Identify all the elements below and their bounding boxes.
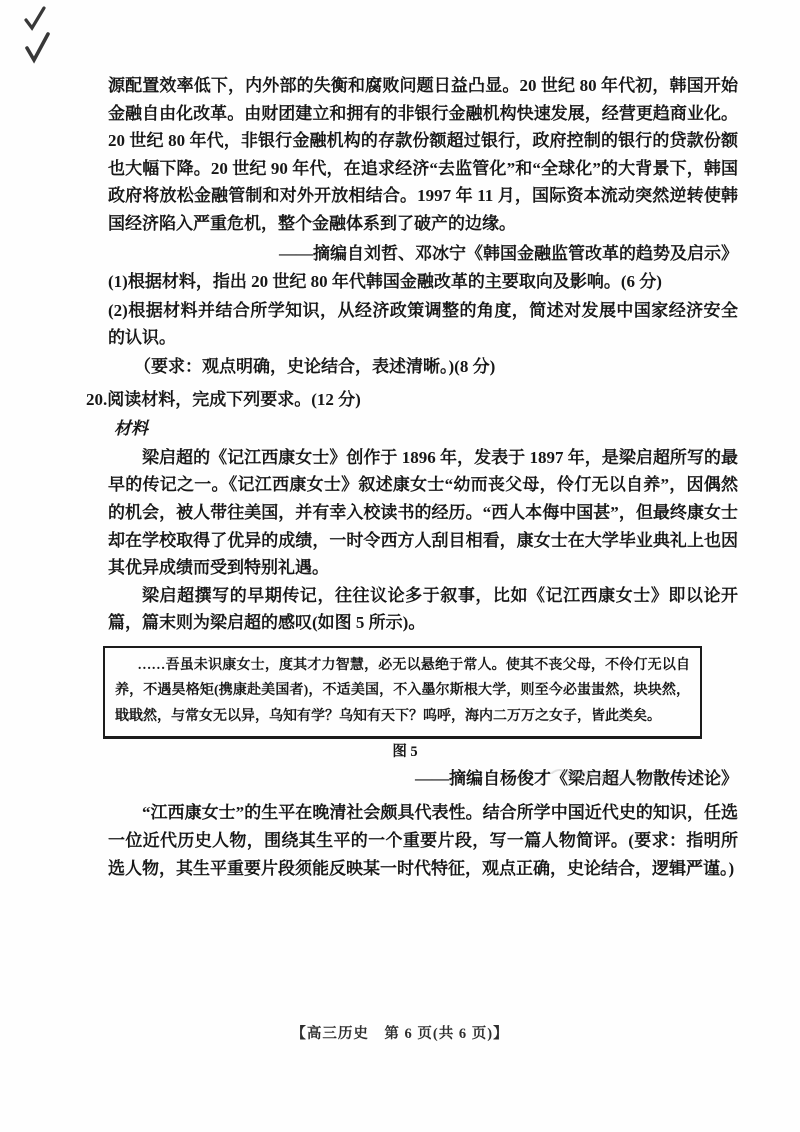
q19-source-attribution: ——摘编自刘哲、邓冰宁《韩国金融监管改革的趋势及启示》 [279, 243, 738, 263]
q19-material-continued: 源配置效率低下，内外部的失衡和腐败问题日益凸显。20 世纪 80 年代初，韩国开始金融自由化改革。由财团建立和拥有的非银行金融机构快速发展，经营更趋商业化。20 世纪 80 年代，非银行金融机构的存款份额超过银行，政府控制的银行的贷款份额也大幅下降。20 世纪 90 年代，在追求经济“去监管化”和“全球化”的大背景下，韩国政府将放松金融管制和对外开放相结合。1997 年 11 月，国际资本流动突然逆转使韩国经济陷入严重危机，整个金融体系到了破产的边缘。 [108, 76, 738, 233]
figure-5-quote-box [103, 646, 702, 740]
page-footer: 【高三历史 第 6 页(共 6 页)】 [291, 1026, 509, 1042]
q20-stem: 20.阅读材料，完成下列要求。(12 分) [86, 389, 361, 409]
page-content [86, 72, 738, 882]
scan-pen-marks [20, 4, 60, 68]
scan-smudge-artifact [548, 763, 658, 787]
q20-material-para1: 梁启超的《记江西康女士》创作于 1896 年，发表于 1897 年，是梁启超所写的最早的传记之一。《记江西康女士》叙述康女士“幼而丧父母，伶仃无以自养”，因偶然的机会，被人带往美国，并有幸入校读书的经历。“西人本侮中国甚”，但最终康女士却在学校取得了优异的成绩，一时令西方人刮目相看，康女士在大学毕业典礼上也因其优异成绩而受到特别礼遇。 [108, 447, 738, 578]
figure-5-text: ……吾虽未识康女士，度其才力智慧，必无以悬绝于常人。使其不丧父母，不伶仃无以自养，不遇昊格矩(携康赴美国者)，不适美国，不入墨尔斯根大学，则至今必蚩蚩然，块块然，戢戢然，与常女无以异，乌知有学？乌知有天下？呜呼，海内二万万之女子，皆此类矣。 [115, 657, 690, 724]
q20-material-label: 材料 [114, 419, 148, 439]
q20-source-attribution: ——摘编自杨俊才《梁启超人物散传述论》 [415, 769, 738, 789]
q20-material-para2: 梁启超撰写的早期传记，往往议论多于叙事，比如《记江西康女士》即以论开篇，篇末则为梁启超的感叹(如图 5 所示)。 [108, 585, 738, 633]
q19-part1: (1)根据材料，指出 20 世纪 80 年代韩国金融改革的主要取向及影响。(6 分) [108, 272, 662, 292]
figure-5-caption: 图 5 [392, 744, 418, 761]
q19-part2: (2)根据材料并结合所学知识，从经济政策调整的角度，简述对发展中国家经济安全的认识。 [108, 300, 738, 348]
q19-part2-requirement: （要求：观点明确，史论结合，表述清晰。)(8 分) [134, 356, 496, 376]
q20-task-para: “江西康女士”的生平在晚清社会颇具代表性。结合所学中国近代史的知识，任选一位近代历史人物，围绕其生平的一个重要片段，写一篇人物简评。(要求：指明所选人物，其生平重要片段须能反映某一时代特征，观点正确，史论结合，逻辑严谨。) [108, 803, 738, 878]
